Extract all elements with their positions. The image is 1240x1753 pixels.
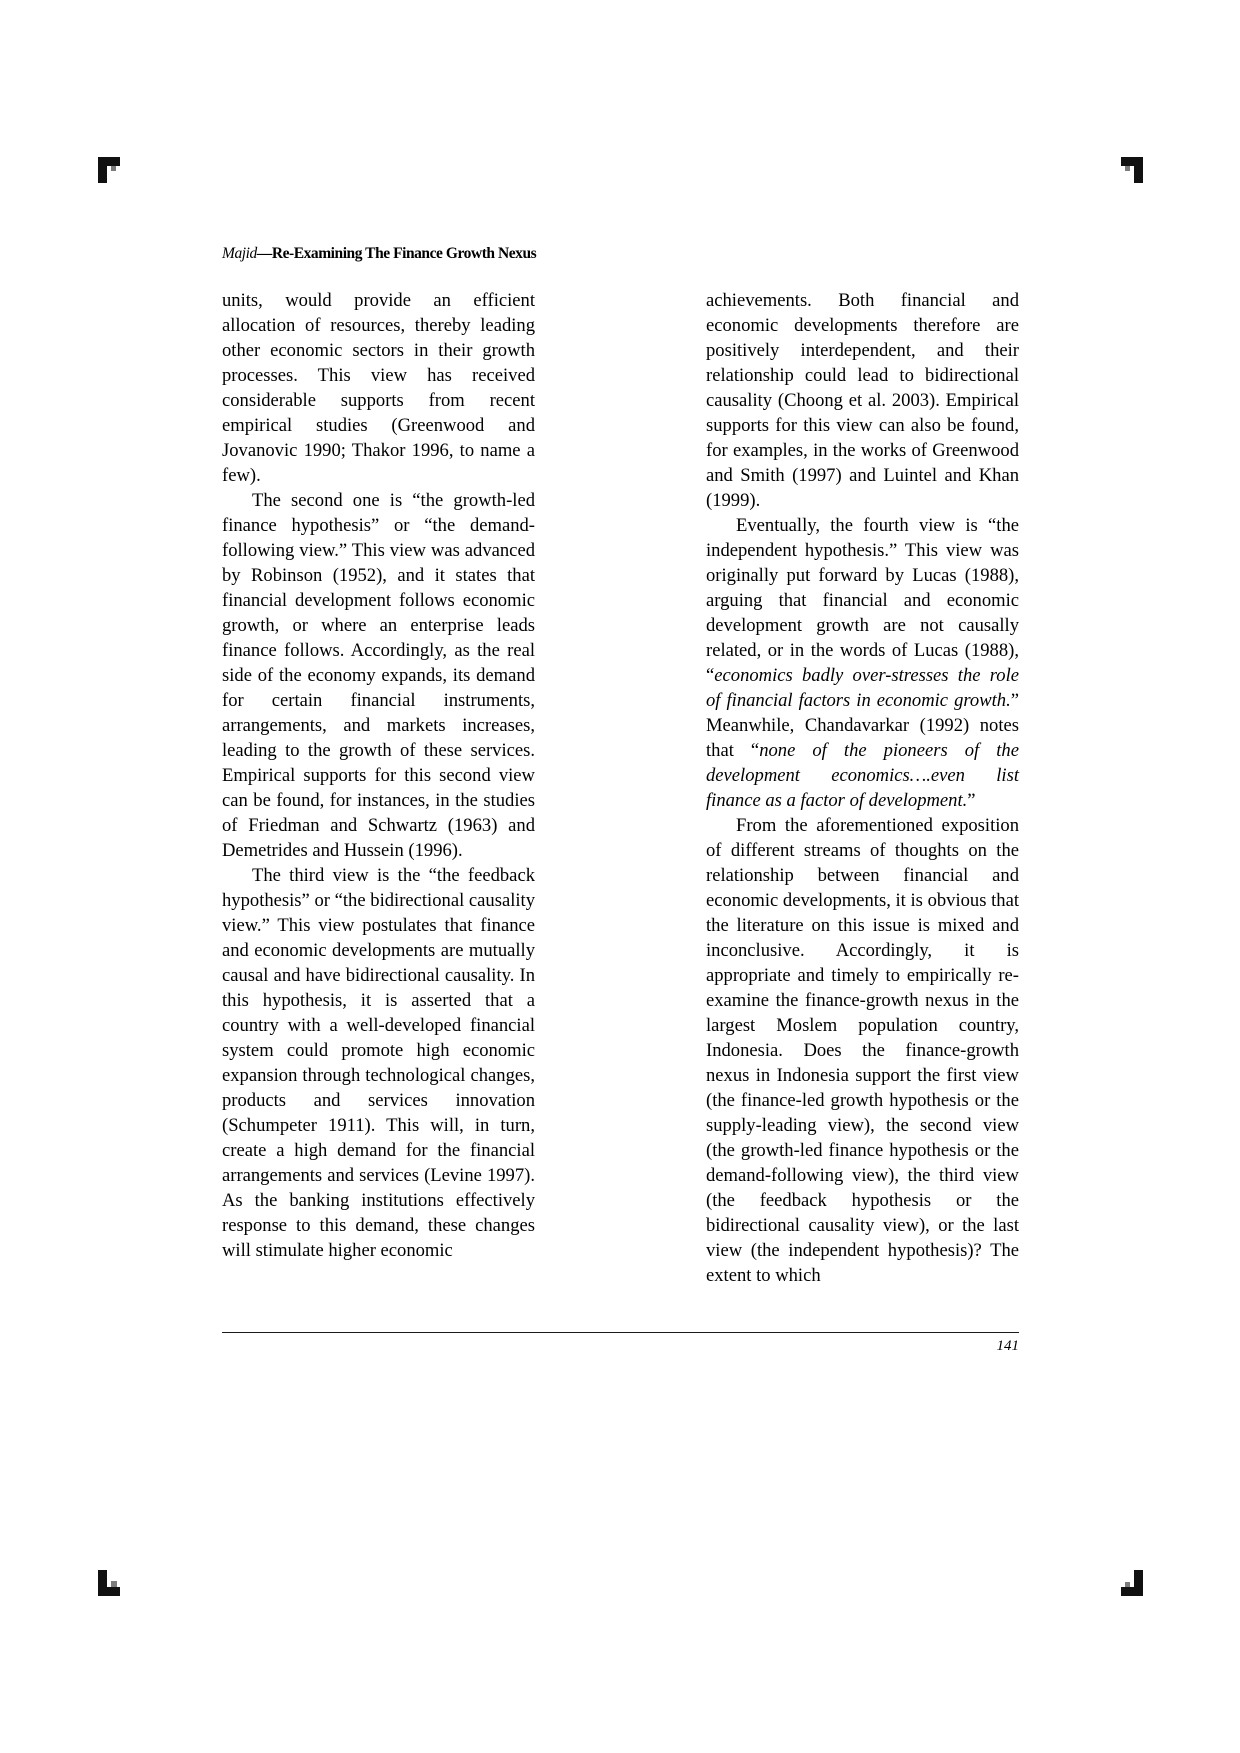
running-header-separator: — xyxy=(256,245,272,262)
body-text: achievements. Both financial and economic developments therefore are positively interdependent, and their relationship could lead to bidirectional causality (Choong et al. 2003). Empirical supports for this view can also be found, for examples, in the works of Greenwood and Smith (1997) and Luintel and Khan (1999). xyxy=(706,290,1019,511)
paragraph xyxy=(222,288,535,488)
running-header xyxy=(222,245,922,263)
running-header-title: Re-Examining The Finance Growth Nexus xyxy=(271,245,537,262)
paragraph xyxy=(222,488,535,863)
page-number: 141 xyxy=(996,1338,1019,1354)
body-text: ” Meanwhile, Chandavarkar (1992) notes that “ xyxy=(706,690,1019,761)
body-columns xyxy=(222,288,1019,1298)
paragraph xyxy=(706,288,1019,513)
paragraph xyxy=(706,513,1019,813)
footer-divider xyxy=(222,1332,1019,1333)
registration-mark-top-left xyxy=(98,157,124,183)
body-text: units, would provide an efficient allocation of resources, thereby leading other economic sectors in their growth processes. This view has received considerable supports from recent empirical studies (Greenwood and Jovanovic 1990; Thakor 1996, to name a few). xyxy=(222,290,535,486)
paragraph xyxy=(706,813,1019,1288)
body-text: Eventually, the fourth view is “the independent hypothesis.” This view was originally put forward by Lucas (1988), arguing that financial and economic development growth are not causally related, or in the words of Lucas (1988), “ xyxy=(706,515,1019,686)
text-column-right xyxy=(706,288,1019,1298)
body-text: The third view is the “the feedback hypothesis” or “the bidirectional causality view.” This view postulates that finance and economic developments are mutually causal and have bidirectional causality. In this hypothesis, it is asserted that a country with a well-developed financial system could promote high economic expansion through technological changes, products and services innovation (Schumpeter 1911). This will, in turn, create a high demand for the financial arrangements and services (Levine 1997). As the banking institutions effectively response to this demand, these changes will stimulate higher economic xyxy=(222,865,535,1261)
text-column-left xyxy=(222,288,535,1298)
quoted-italic-text: economics badly over-stresses the role of financial factors in economic growth. xyxy=(706,665,1019,711)
registration-mark-top-right xyxy=(1117,157,1143,183)
registration-mark-bottom-left xyxy=(98,1570,124,1596)
registration-mark-bottom-right xyxy=(1117,1570,1143,1596)
body-text: The second one is “the growth-led finance hypothesis” or “the demand-following view.” This view was advanced by Robinson (1952), and it states that financial development follows economic growth, or where an enterprise leads finance follows. Accordingly, as the real side of the economy expands, its demand for certain financial instruments, arrangements, and markets increases, leading to the growth of these services. Empirical supports for this second view can be found, for instances, in the studies of Friedman and Schwartz (1963) and Demetrides and Hussein (1996). xyxy=(222,490,535,861)
running-header-author: Majid xyxy=(222,245,257,262)
quoted-italic-text: none of the pioneers of the development economics….even list finance as a factor of development. xyxy=(706,740,1019,811)
body-text: ” xyxy=(967,790,976,811)
paragraph xyxy=(222,863,535,1263)
body-text: From the aforementioned exposition of different streams of thoughts on the relationship between financial and economic developments, it is obvious that the literature on this issue is mixed and inconclusive. Accordingly, it is appropriate and timely to empirically re-examine the finance-growth nexus in the largest Moslem population country, Indonesia. Does the finance-growth nexus in Indonesia support the first view (the finance-led growth hypothesis or the supply-leading view), the second view (the growth-led finance hypothesis or the demand-following view), the third view (the feedback hypothesis or the bidirectional causality view), or the last view (the independent hypothesis)? The extent to which xyxy=(706,815,1019,1286)
